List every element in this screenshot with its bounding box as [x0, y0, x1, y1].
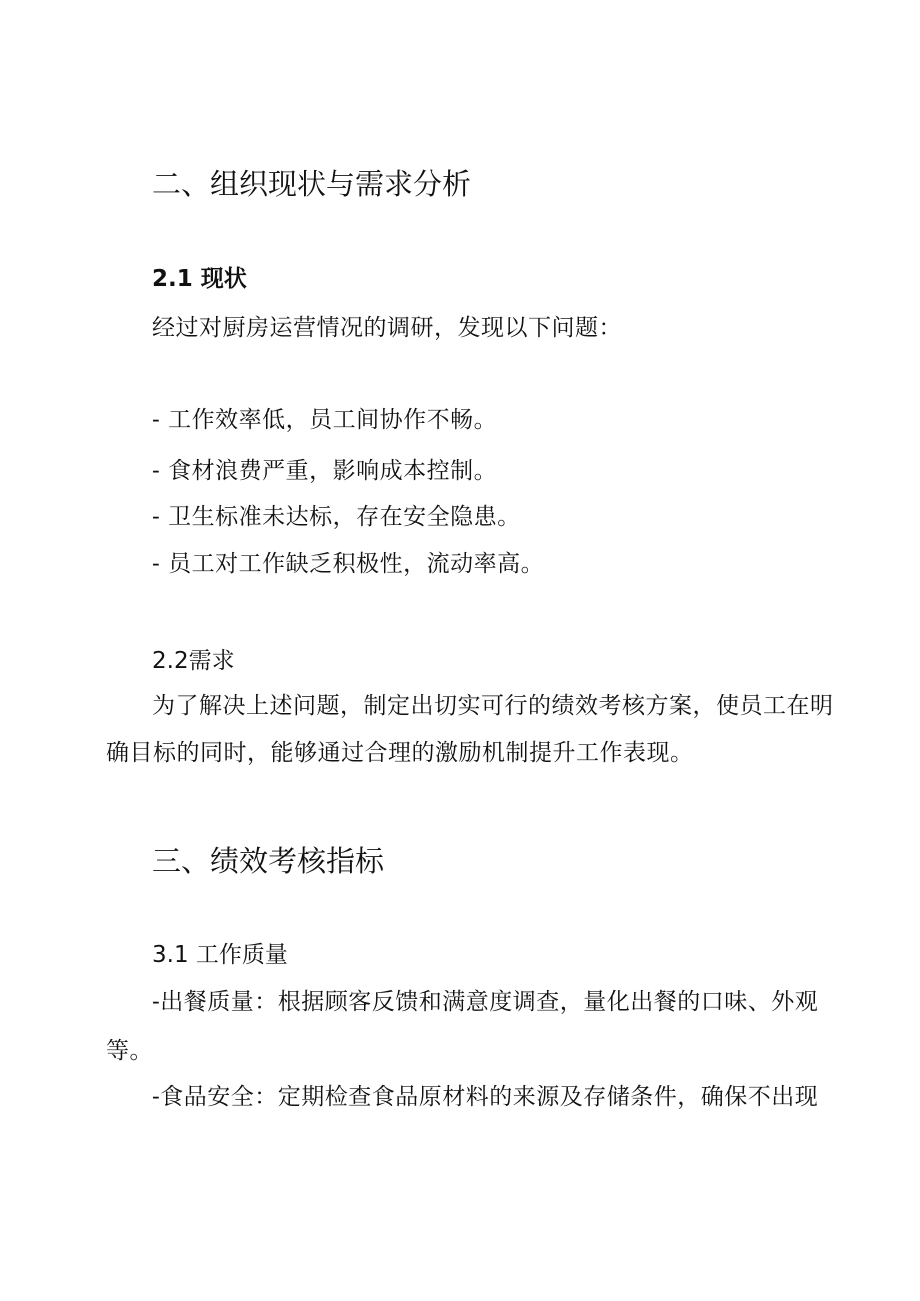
paragraph-3-1-item-1-line-2: 等。 [106, 1038, 153, 1064]
subsection-2-2-heading: 2.2需求 [152, 648, 235, 674]
list-item: - 员工对工作缺乏积极性，流动率高。 [152, 551, 545, 577]
list-item: - 食材浪费严重，影响成本控制。 [152, 458, 498, 484]
section-3-heading: 三、绩效考核指标 [152, 844, 385, 878]
section-2-heading: 二、组织现状与需求分析 [152, 167, 472, 201]
subsection-2-1-heading: 2.1 现状 [152, 266, 247, 292]
list-item: - 卫生标准未达标，存在安全隐患。 [152, 504, 521, 530]
paragraph-3-1-item-2-line-1: -食品安全：定期检查食品原材料的来源及存储条件，确保不出现 [152, 1084, 819, 1110]
paragraph-2-2-line-1: 为了解决上述问题，制定出切实可行的绩效考核方案，使员工在明 [152, 693, 834, 719]
paragraph-2-2-line-2: 确目标的同时，能够通过合理的激励机制提升工作表现。 [106, 740, 694, 766]
list-item: - 工作效率低，员工间协作不畅。 [152, 407, 498, 433]
paragraph-3-1-item-1-line-1: -出餐质量：根据顾客反馈和满意度调查，量化出餐的口味、外观 [152, 989, 819, 1015]
paragraph-2-1-intro: 经过对厨房运营情况的调研，发现以下问题： [152, 315, 622, 341]
subsection-3-1-heading: 3.1 工作质量 [152, 942, 288, 968]
